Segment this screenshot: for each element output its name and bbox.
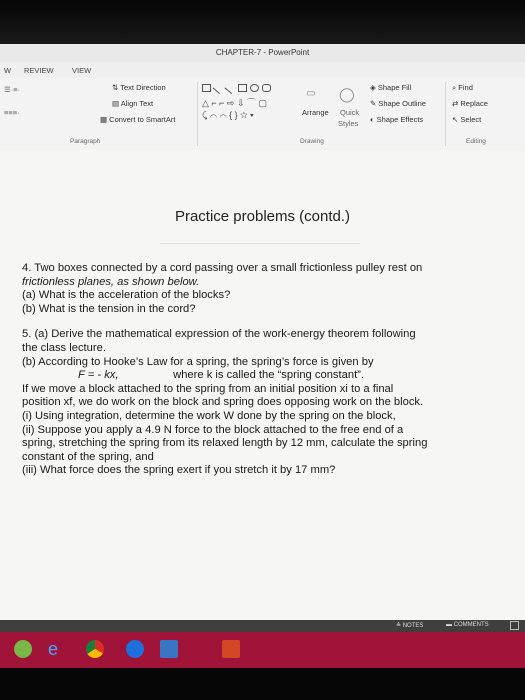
line-shape-icon-2[interactable]: [224, 82, 236, 94]
tab-fragment[interactable]: W: [4, 66, 12, 75]
text-line: 5. (a) Derive the mathematical expression of the work-energy theorem following: [22, 328, 416, 341]
notes-icon: ≙: [396, 623, 403, 629]
shape-effects-button[interactable]: ◐ Shape Effects: [370, 115, 424, 124]
text-line: (i) Using integration, determine the work W done by the spring on the block,: [22, 409, 396, 422]
select-button[interactable]: ↖ Select: [452, 115, 482, 124]
smartart-icon: ▦: [100, 115, 110, 124]
cursor-icon: ↖: [452, 115, 461, 124]
monitor-bezel-bottom: [0, 668, 525, 700]
shapes-row-3-icons[interactable]: ⤹ ⌒ ⌒ { } ☆ ▾: [202, 110, 254, 120]
quick-styles-line1[interactable]: Quick: [340, 108, 360, 117]
quick-styles-line2[interactable]: Styles: [338, 119, 359, 128]
quick-styles-icon: ◯: [339, 86, 355, 102]
text-line: spring, stretching the spring from its relaxed length by 12 mm, calculate the spring: [22, 437, 428, 450]
powerpoint-icon[interactable]: [222, 640, 240, 658]
text-line: [22, 369, 517, 383]
comments-button[interactable]: ▬ COMMENTS: [446, 622, 489, 628]
text-line: (ii) Suppose you apply a 4.9 N force to the block attached to the free end of a: [22, 423, 404, 436]
group-label-drawing: Drawing: [300, 138, 324, 145]
window-title: CHAPTER-7 - PowerPoint: [215, 48, 310, 57]
arrange-icon: ▭: [306, 88, 316, 99]
binoculars-icon: ⌕: [452, 83, 459, 92]
slide-divider: [160, 243, 360, 244]
text-direction-button[interactable]: ⇅ Text Direction: [112, 83, 166, 92]
group-label-editing: Editing: [466, 138, 486, 145]
formula-description: where k is called the “spring constant”.: [173, 369, 365, 382]
slide-body[interactable]: [22, 262, 517, 478]
status-bar: [0, 620, 525, 632]
pencil-icon: ✎: [370, 99, 379, 108]
rectangle-shape-icon[interactable]: [238, 84, 247, 92]
monitor-bezel-top: [0, 0, 525, 44]
find-button[interactable]: ⌕ Find: [452, 83, 473, 92]
convert-smartart-button[interactable]: ▦ Convert to SmartArt: [100, 115, 176, 124]
text-line: position xf, we do work on the block and spring does opposing work on the block.: [22, 396, 424, 409]
ribbon-separator-2: [445, 82, 446, 146]
calendar-icon[interactable]: [160, 640, 178, 658]
window-titlebar: [0, 44, 525, 62]
media-icon[interactable]: [126, 640, 144, 658]
text-line: frictionless planes, as shown below.: [22, 275, 200, 288]
notes-button[interactable]: ≙ NOTES: [396, 623, 424, 629]
align-text-button[interactable]: ▤ Align Text: [112, 99, 154, 108]
text-line: constant of the spring, and: [22, 450, 154, 463]
shapes-row-2-icons[interactable]: △ ⌐ ⌐ ⇨ ⇩ ⌒ ▢: [202, 98, 268, 108]
formula: F = - kx,: [78, 369, 119, 382]
text-line: (a) What is the acceleration of the blocks?: [22, 289, 231, 302]
paragraph-gap: [22, 316, 517, 328]
align-text-icon: ▤: [112, 99, 121, 108]
chrome-icon[interactable]: [86, 640, 104, 658]
shape-outline-button[interactable]: ✎ Shape Outline: [370, 99, 426, 108]
ribbon: [0, 78, 525, 151]
bullets-icon[interactable]: ☰·≡·: [4, 85, 21, 94]
edge-icon[interactable]: e: [47, 639, 58, 659]
shapes-gallery[interactable]: [200, 82, 300, 128]
text-direction-icon: ⇅: [112, 83, 121, 92]
arrange-button[interactable]: Arrange: [302, 108, 329, 117]
oval-shape-icon[interactable]: [250, 84, 259, 92]
taskbar: [0, 632, 525, 668]
textbox-shape-icon[interactable]: [202, 84, 211, 92]
tab-view[interactable]: VIEW: [72, 66, 92, 75]
ribbon-separator: [197, 82, 198, 146]
effects-icon: ◐: [370, 115, 377, 124]
replace-button[interactable]: ⇄ Replace: [452, 99, 488, 108]
tab-review[interactable]: REVIEW: [24, 66, 54, 75]
shape-fill-button[interactable]: ◈ Shape Fill: [370, 83, 412, 92]
replace-icon: ⇄: [452, 99, 461, 108]
slide-canvas[interactable]: [0, 150, 525, 620]
align-icons[interactable]: ≡≡≡·: [4, 108, 20, 117]
group-label-paragraph: Paragraph: [70, 138, 101, 145]
line-shape-icon[interactable]: [212, 82, 224, 94]
rounded-rect-shape-icon[interactable]: [262, 84, 271, 92]
paint-bucket-icon: ◈: [370, 83, 378, 92]
ribbon-tabs: [0, 62, 525, 78]
text-line: the class lecture.: [22, 341, 106, 354]
text-line: 4. Two boxes connected by a cord passing over a small frictionless pulley rest on: [22, 262, 423, 274]
slide-title[interactable]: Practice problems (contd.): [174, 208, 351, 225]
text-line: If we move a block attached to the spring from an initial position xi to a final: [22, 382, 394, 395]
text-line: (b) According to Hooke’s Law for a spring, the spring’s force is given by: [22, 355, 374, 368]
text-line: (iii) What force does the spring exert if you stretch it by 17 mm?: [22, 464, 336, 477]
comment-icon: ▬: [446, 622, 454, 628]
word-icon[interactable]: [14, 640, 32, 658]
text-line: (b) What is the tension in the cord?: [22, 302, 196, 315]
normal-view-icon[interactable]: [510, 621, 519, 630]
